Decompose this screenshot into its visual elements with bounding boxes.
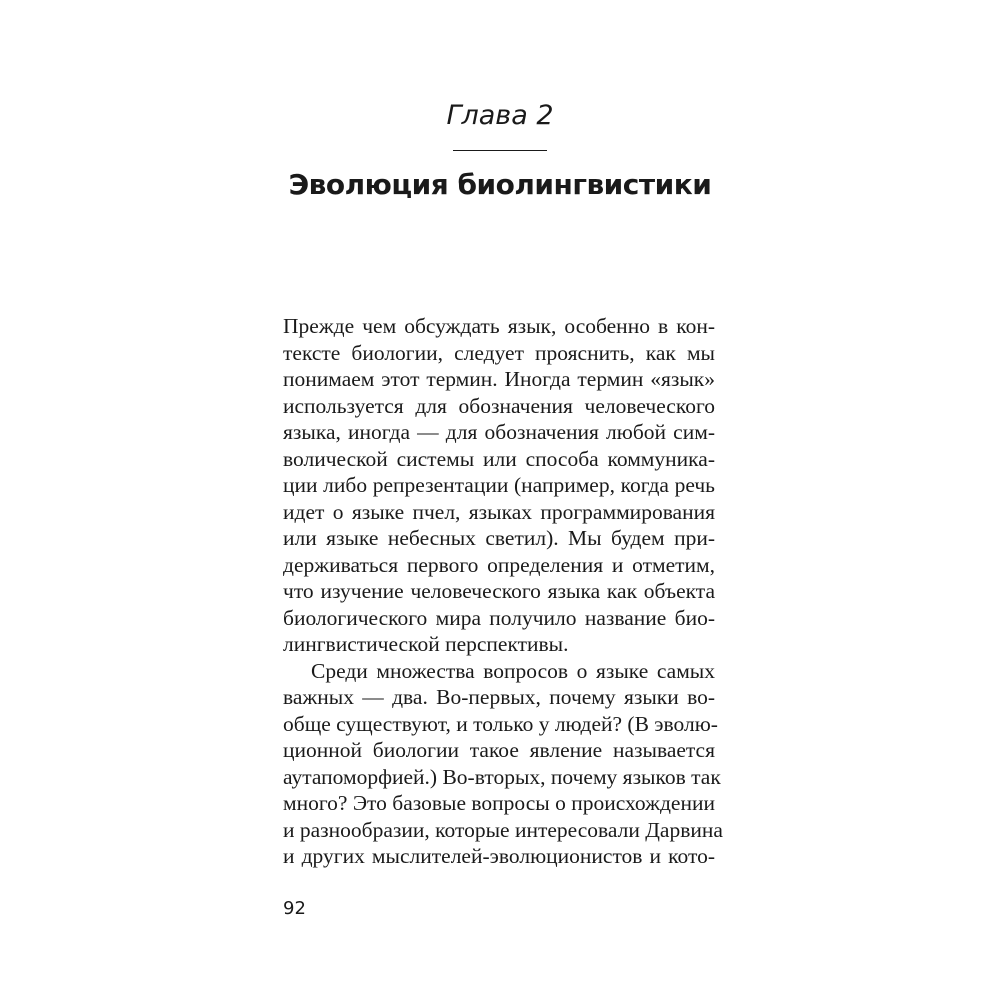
- paragraph: [283, 658, 723, 870]
- chapter-divider: [453, 150, 547, 151]
- chapter-body: [283, 313, 723, 870]
- text-line: ционной биологии такое явление называется: [283, 738, 715, 762]
- page-number: 92: [283, 898, 306, 919]
- text-line: волической системы или способа коммуника-: [283, 446, 715, 471]
- text-line: биологического мира получило название био-: [283, 605, 715, 630]
- text-line: или языке небесных светил). Мы будем при-: [283, 526, 715, 550]
- text-line: и других мыслителей-эволюционистов и кото-: [283, 844, 715, 868]
- text-line: лингвистической перспективы.: [283, 632, 569, 656]
- text-line: тексте биологии, следует прояснить, как мы: [283, 340, 715, 365]
- text-line: идет о языке пчел, языках программирования: [283, 499, 715, 524]
- chapter-title: Эволюция биолингвистики: [288, 168, 712, 201]
- text-line: языка, иногда — для обозначения любой сим-: [283, 420, 715, 444]
- paragraph: [283, 313, 715, 658]
- text-line: Прежде чем обсуждать язык, особенно в кон-: [283, 314, 715, 338]
- text-line: и разнообразии, которые интересовали Дарвина: [283, 817, 723, 842]
- chapter-label: Глава 2: [446, 100, 554, 131]
- text-line: понимаем этот термин. Иногда термин «язык»: [283, 367, 715, 391]
- text-line: ции либо репрезентации (например, когда речь: [283, 473, 715, 497]
- text-line: важных — два. Во-первых, почему языки во-: [283, 685, 715, 709]
- text-line: аутапоморфией.) Во-вторых, почему языков так: [283, 764, 721, 789]
- text-line: много? Это базовые вопросы о происхождении: [283, 791, 715, 815]
- text-line: держиваться первого определения и отметим,: [283, 552, 715, 577]
- text-line: Среди множества вопросов о языке самых: [311, 658, 715, 683]
- text-line: используется для обозначения человеческого: [283, 393, 715, 418]
- text-line: что изучение человеческого языка как объекта: [283, 579, 715, 603]
- text-line: обще существуют, и только у людей? (В эволю-: [283, 711, 718, 736]
